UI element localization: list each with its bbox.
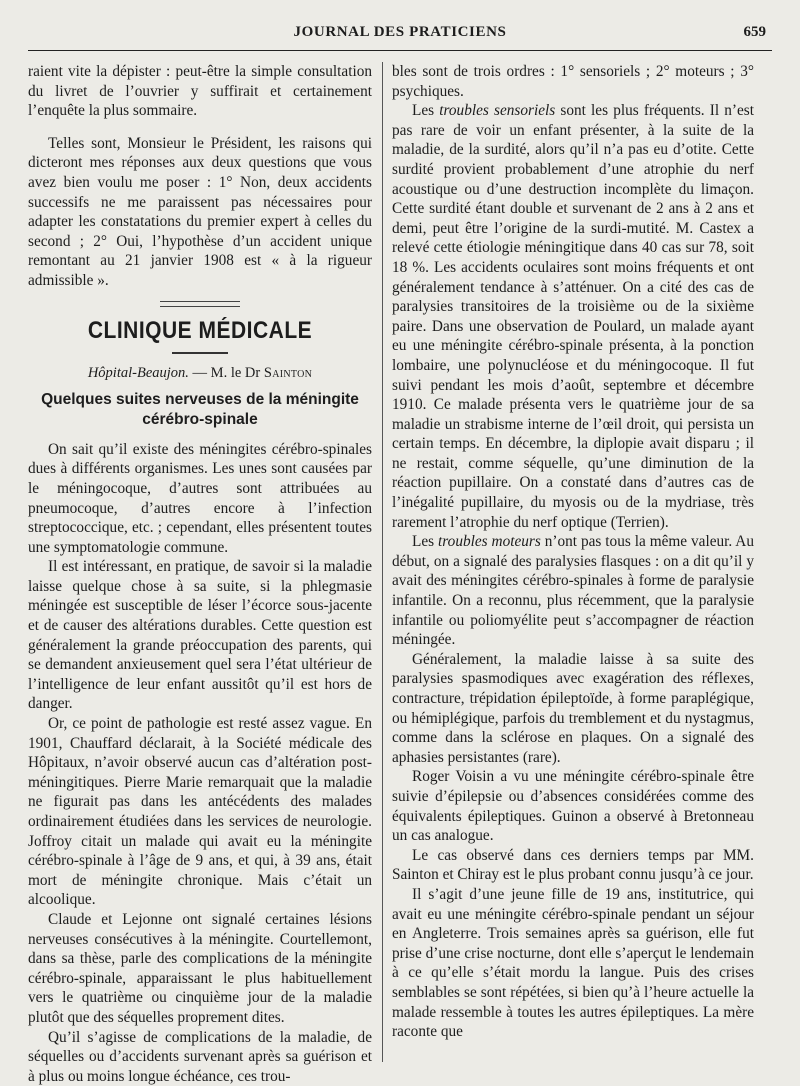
running-title: JOURNAL DES PRATICIENS [293,24,507,40]
paragraph: raient vite la dépister : peut-être la simple consultation du livret de l’ouvrier y suffirait et certainement l’enquête la plus sommaire. [28,63,372,120]
byline [28,364,372,384]
paragraph: On sait qu’il existe des méningites cérébro-spinales dues à différents organismes. Les unes sont causées par le méningocoque, d’autres sont attribuées au pneumocoque, d’autres encore à l’infection streptococcique, etc. ; cependant, elles présentent toutes une symptomatologie commune. [28,440,372,556]
paragraph: Il s’agit d’une jeune fille de 19 ans, institutrice, qui avait eu une méningite cérébro-spinale pendant un séjour en Angleterre. Trois semaines après sa guérison, elle fut prise d’une crise nocturne, dont elle s’aperçut le lendemain à ce qu’elle s’était mordu la langue. Puis des crises semblables se sont répétées, si bien qu’à l’heure actuelle la malade ressemble à toutes les autres épileptiques. La mère raconte que [392,885,754,1041]
title-rule [172,352,228,354]
section-title: CLINIQUE MÉDICALE [87,316,313,344]
header-rule [28,50,772,51]
left-column [28,62,372,1086]
paragraph: Généralement, la maladie laisse à sa suite des paralysies spasmodiques avec exagération des réflexes, contracture, trépidation épileptoïde, à forme paraplégique, ou hémiplégique, parfois du tremblement et du nystagmus, comme dans la sclérose en plaques. On a signalé des aphasies persistantes (rare). [392,650,754,766]
paragraph: Qu’il s’agisse de complications de la maladie, de séquelles ou d’accidents survenant après sa guérison et à plus ou moins longue échéance, ces trou- [28,1028,372,1085]
paragraph [392,101,754,532]
emphasis: troubles sensoriels [439,102,556,120]
emphasis: troubles moteurs [438,533,541,551]
section-separator [160,301,240,307]
right-column [392,62,754,1042]
paragraph [392,532,754,650]
paragraph: Telles sont, Monsieur le Président, les raisons qui dicteront mes réponses aux deux questions que vous avez bien voulu me poser : 1° Non, deux accidents successifs ne me paraissent pas nécessaires pour adapter les constatations du premier expert à celles du second ; 2° Oui, l’hypothèse d’un accident unique remontant au 21 janvier 1908 est « à la rigueur admissible ». [28,134,372,289]
paragraph: Roger Voisin a vu une méningite cérébro-spinale être suivie d’épilepsie ou d’absences considérées comme des équivalents épileptiques. Guinon a observé à Bretonneau un cas analogue. [392,768,754,845]
paragraph: Claude et Lejonne ont signalé certaines lésions nerveuses consécutives à la méningite. Courtellemont, dans sa thèse, parle des complications de la méningite cérébro-spinale, apparaissant le plus habituellement vers le quatrième ou cinquième jour de la maladie plutôt que des séquelles proprement dites. [28,910,372,1026]
article-title: Quelques suites nerveuses de la méningite cérébro-spinale [41,390,359,428]
text-run: n’ont pas tous la même valeur. Au début, on a signalé des paralysies flasques : on a dit qu’il y avait des méningites cérébro-spinales à forme de paralysie infantile. On a reconnu, plus récemment, que la paralysie infantile ou poliomyélite peut s’accompagner de réaction méningée. [392,533,754,649]
text-run: sont les plus fréquents. Il n’est pas rare de voir un enfant présenter, à la suite de la maladie, de la surdité, alors qu’il n’a pas eu d’otite. Cette surdité provient probablement d’une atrophie du nerf acoustique ou d’une destruction incomplète du limaçon. Cette surdité étant double et survenant de 2 ans à 2 ans et demi, peut être l’origine de la surdi-mutité. M. Castex a relevé cette étiologie méningitique dans 40 cas sur 78, soit 18 %. Les accidents oculaires sont moins fréquents et ont généralement tendance à s’atténuer. On a cité des cas de paralysies transitoires de la troisième ou de la sixième paire. Dans une observation de Poulard, un malade ayant eu une méningite cérébro-spinale présenta, à la ponction lombaire, une polynucléose et du méningocoque. Il fut suivi pendant les mois d’août, septembre et décembre 1910. Ce malade présenta vers le quatrième jour de sa maladie un strabisme interne de l’œil droit, qui persista un certain temps. En décembre, la diplopie avait disparu ; il ne restait, comme séquelle, qu’une diminution de la réaction pupillaire. On a constaté dans d’autres cas de l’inégalité pupillaire, du myosis ou de la mydriase, très rarement l’atrophie du nerf optique (Terrien). [392,102,754,531]
page-header [28,22,772,46]
text-run: Les [412,102,440,120]
paragraph: Or, ce point de pathologie est resté assez vague. En 1901, Chauffard déclarait, à la Société médicale des Hôpitaux, n’avoir observé aucun cas d’altération post-méningitiques. Pierre Marie remarquait que la maladie ne figurait pas dans les antécédents des malades ordinairement étudiées dans les services de neurologie. Joffroy citait un malade qui avait eu la méningite cérébro-spinale à l’âge de 9 ans, et qui, à 39 ans, était mort de méningite chronique. Mais c’était un alcoolique. [28,715,372,909]
paragraph: bles sont de trois ordres : 1° sensoriels ; 2° moteurs ; 3° psychiques. [392,63,754,100]
byline-dash: — M. le Dr [188,365,264,382]
column-divider [382,62,383,1062]
page-number: 659 [743,24,766,40]
byline-author: Sainton [263,365,313,382]
paragraph: Il est intéressant, en pratique, de savoir si la maladie laisse quelque chose à sa suite, si la phlegmasie méningée est susceptible de léser l’écorce sous-jacente et de causer des altérations durables. Cette question est généralement la grande préoccupation des parents, qui se demandent anxieusement quel sera l’état ultérieur de l’intelligence de leur enfant aussitôt qu’il est hors de danger. [28,558,372,713]
text-run: Les [412,533,439,551]
paragraph: Le cas observé dans ces derniers temps par MM. Sainton et Chiray est le plus probant connu jusqu’à ce jour. [392,846,754,884]
byline-place: Hôpital-Beaujon. [87,365,189,382]
